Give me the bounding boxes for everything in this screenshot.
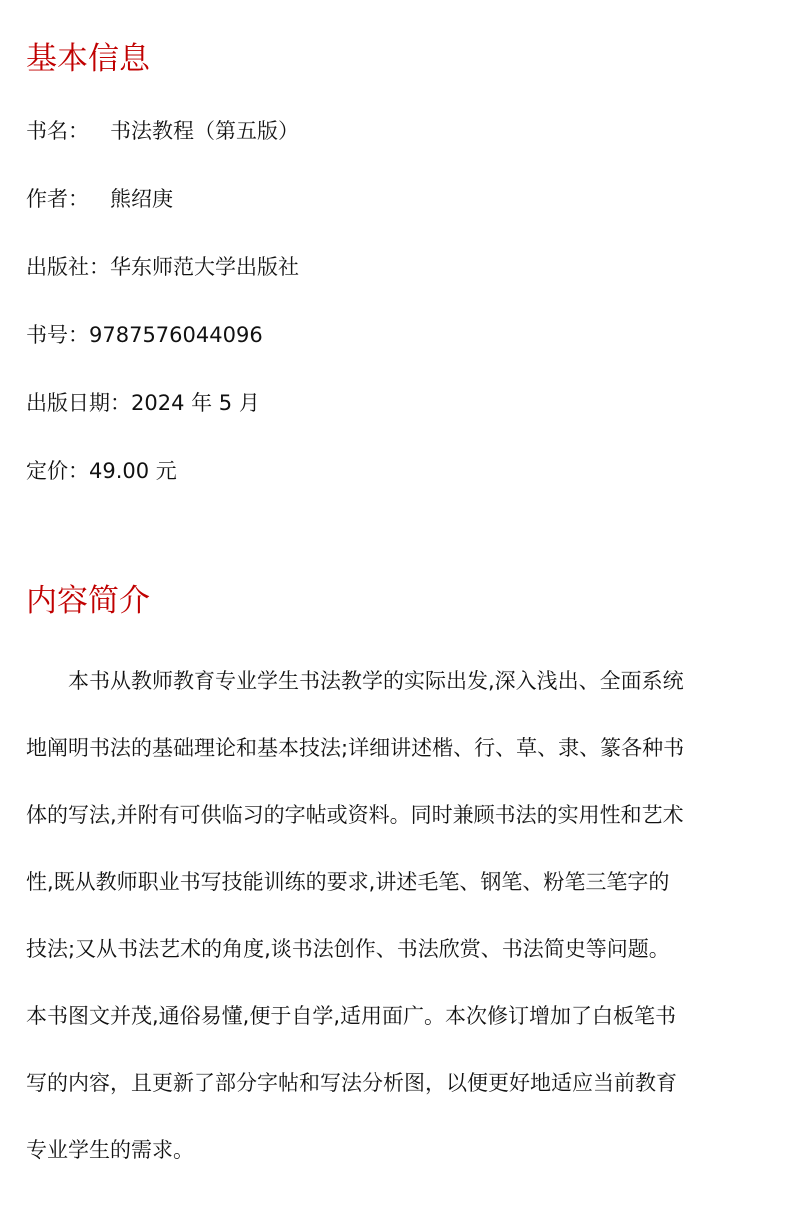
info-label-publisher: 出版社： — [26, 255, 110, 279]
info-row-pubdate — [26, 386, 299, 454]
intro-line-1: 本书从教师教育专业学生书法教学的实际出发,深入浅出、全面系统 — [68, 669, 684, 693]
intro-heading: 内容简介 — [26, 583, 150, 619]
intro-line-8: 专业学生的需求。 — [26, 1138, 194, 1162]
intro-line-7: 写的内容，且更新了部分字帖和写法分析图，以便更好地适应当前教育 — [26, 1071, 677, 1095]
info-row-publisher — [26, 250, 299, 318]
info-label-pubdate: 出版日期： — [26, 391, 131, 415]
intro-line-5: 技法;又从书法艺术的角度,谈书法创作、书法欣赏、书法简史等问题。 — [26, 937, 670, 961]
intro-line-6: 本书图文并茂,通俗易懂,便于自学,适用面广。本次修订增加了白板笔书 — [26, 1004, 677, 1028]
info-label-author: 作者： — [26, 187, 89, 211]
info-row-price — [26, 454, 299, 522]
info-value-title: 书法教程（第五版） — [110, 119, 299, 143]
info-value-publisher: 华东师范大学出版社 — [110, 255, 299, 279]
info-label-title: 书名： — [26, 119, 89, 143]
info-row-title — [26, 114, 299, 182]
info-label-isbn: 书号： — [26, 323, 89, 347]
info-value-author: 熊绍庚 — [110, 187, 173, 211]
info-value-pubdate: 2024 年 5 月 — [131, 391, 260, 415]
basic-info-list — [26, 114, 299, 522]
info-row-isbn — [26, 318, 299, 386]
basic-info-heading: 基本信息 — [26, 41, 150, 77]
info-value-isbn: 9787576044096 — [89, 323, 263, 347]
intro-paragraph — [26, 648, 764, 1184]
info-value-price: 49.00 元 — [89, 459, 177, 483]
intro-line-2: 地阐明书法的基础理论和基本技法;详细讲述楷、行、草、隶、篆各种书 — [26, 736, 685, 760]
info-label-price: 定价： — [26, 459, 89, 483]
intro-line-4: 性,既从教师职业书写技能训练的要求,讲述毛笔、钢笔、粉笔三笔字的 — [26, 870, 670, 894]
intro-line-3: 体的写法,并附有可供临习的字帖或资料。同时兼顾书法的实用性和艺术 — [26, 803, 684, 827]
info-row-author — [26, 182, 299, 250]
